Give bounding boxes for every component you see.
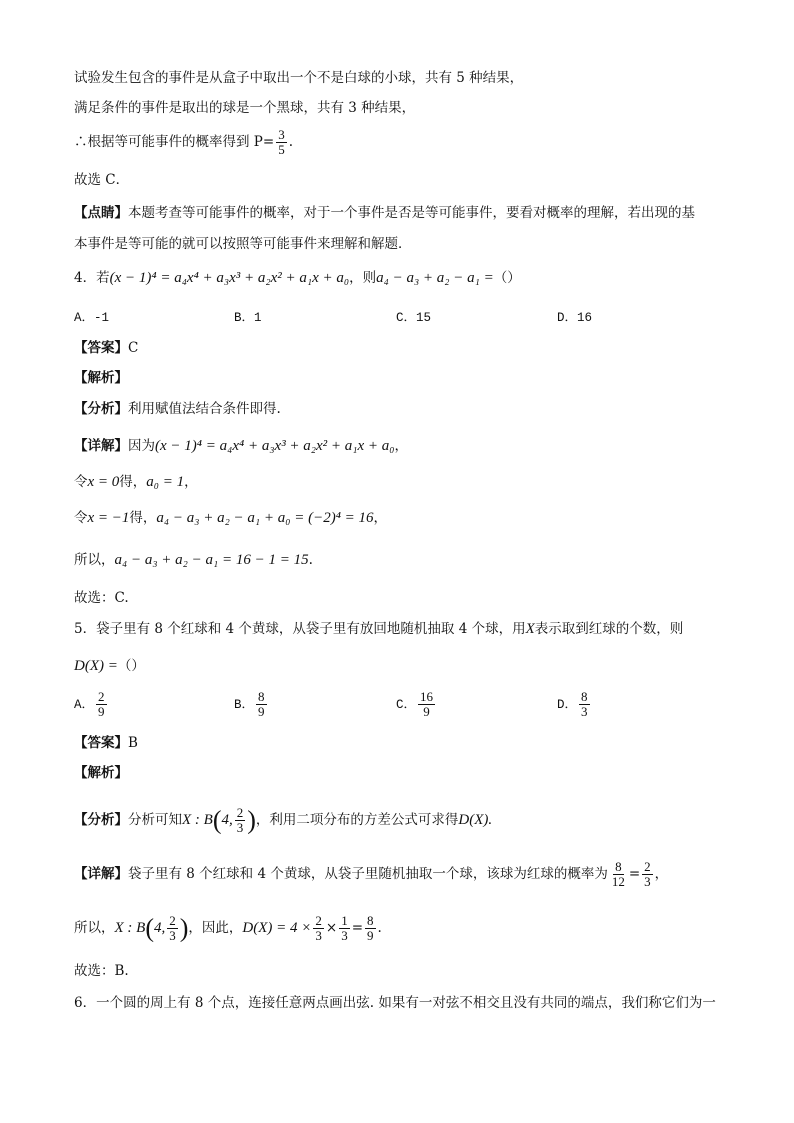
question-4-stem: 4．若(x − 1)⁴ = a₄x⁴ + a₃x³ + a₂x² + a₁x + a₀，则a₄ − a₃ + a₂ − a₁ =（） [74,270,521,286]
step-line: 令x = 0得，a₀ = 1， [74,474,198,490]
section-tag: 【详解】 [74,438,128,454]
section-tag: 【答案】 [74,735,128,751]
step-line: 令x = −1得，a₄ − a₃ + a₂ − a₁ + a₀ = (−2)⁴ = 16， [74,510,388,526]
text-line: 满足条件的事件是取出的球是一个黑球，共有 3 种结果， [74,100,416,116]
option-b: B．1 [234,311,262,325]
section-tag: 【分析】 [74,401,128,417]
option-a: A． $\frac{2}{9}$ [74,689,105,719]
question-5-stem: 5．袋子里有 8 个红球和 4 个黄球，从袋子里有放回地随机抽取 4 个球，用X表示取到红球的个数，则 [74,621,684,637]
question-6-stem: 6．一个圆的周上有 8 个点，连接任意两点画出弦. 如果有一对弦不相交且没有共同的端点，我们称它们为一 [74,995,716,1011]
analysis-tag: 【解析】 [74,370,128,386]
math-expression: (x − 1)⁴ = a₄x⁴ + a₃x³ + a₂x² + a₁x + a₀ [155,438,395,454]
section-tag: 【详解】 [74,866,128,882]
option-c: C． $\frac{16}{9}$ [396,689,434,719]
section-tag: 【点睛】 [74,205,128,221]
text-line: 本事件是等可能的就可以按照等可能事件来理解和解题． [74,236,412,252]
section-tag: 【分析】 [74,812,128,828]
option-c: C．15 [396,311,432,325]
math-expression: D(X) = [74,658,118,674]
math-expression: a₄ − a₃ + a₂ − a₁ = [376,270,494,286]
detail-line-2: 所以，X : B(4, $\frac{2}{3}$ )，因此，D(X) = 4 × $\frac{2}{3}$ × $\frac{1}{3}$ = $\frac{8}{9}$ . [74,913,382,943]
analysis-tag: 【解析】 [74,765,128,781]
text-line: 故选 C． [74,172,130,188]
math-expression: (x − 1)⁴ = a₄x⁴ + a₃x³ + a₂x² + a₁x + a₀ [109,270,350,286]
detail-line: 【详解】袋子里有 8 个红球和 4 个黄球，从袋子里随机抽取一个球，该球为红球的概率为 $\frac{8}{12}$ = $\frac{2}{3}$ ， [74,859,669,889]
option-d: D． $\frac{8}{3}$ [557,689,588,719]
fraction: $\frac{3}{5}$ [278,127,285,157]
conclusion-line: 故选：C. [74,590,129,606]
fenxi-line: 【分析】利用赋值法结合条件即得. [74,401,281,417]
text-line: 试验发生包含的事件是从盒子中取出一个不是白球的小球，共有 5 种结果， [74,70,524,86]
dianjing-line: 【点睛】本题考查等可能事件的概率，对于一个事件是否是等可能事件，要看对概率的理解，若出现的基 [74,205,695,221]
option-b: B． $\frac{8}{9}$ [234,689,265,719]
answer-line: 【答案】B [74,735,138,751]
fenxi-line: 【分析】分析可知X : B(4, $\frac{2}{3}$ )，利用二项分布的方差公式可求得D(X). [74,805,493,835]
answer-line: 【答案】C [74,340,139,356]
question-5-stem-2: D(X) =（） [74,658,145,674]
option-a: A．-1 [74,311,110,325]
option-d: D．16 [557,311,593,325]
conclusion-line: 故选：B. [74,963,129,979]
detail-line: 【详解】因为(x − 1)⁴ = a₄x⁴ + a₃x³ + a₂x² + a₁x + a₀， [74,438,409,454]
section-tag: 【答案】 [74,340,128,356]
text-line: ∴根据等可能事件的概率得到 P= $\frac{3}{5}$ . [74,127,293,157]
step-line: 所以，a₄ − a₃ + a₂ − a₁ = 16 − 1 = 15. [74,552,313,568]
